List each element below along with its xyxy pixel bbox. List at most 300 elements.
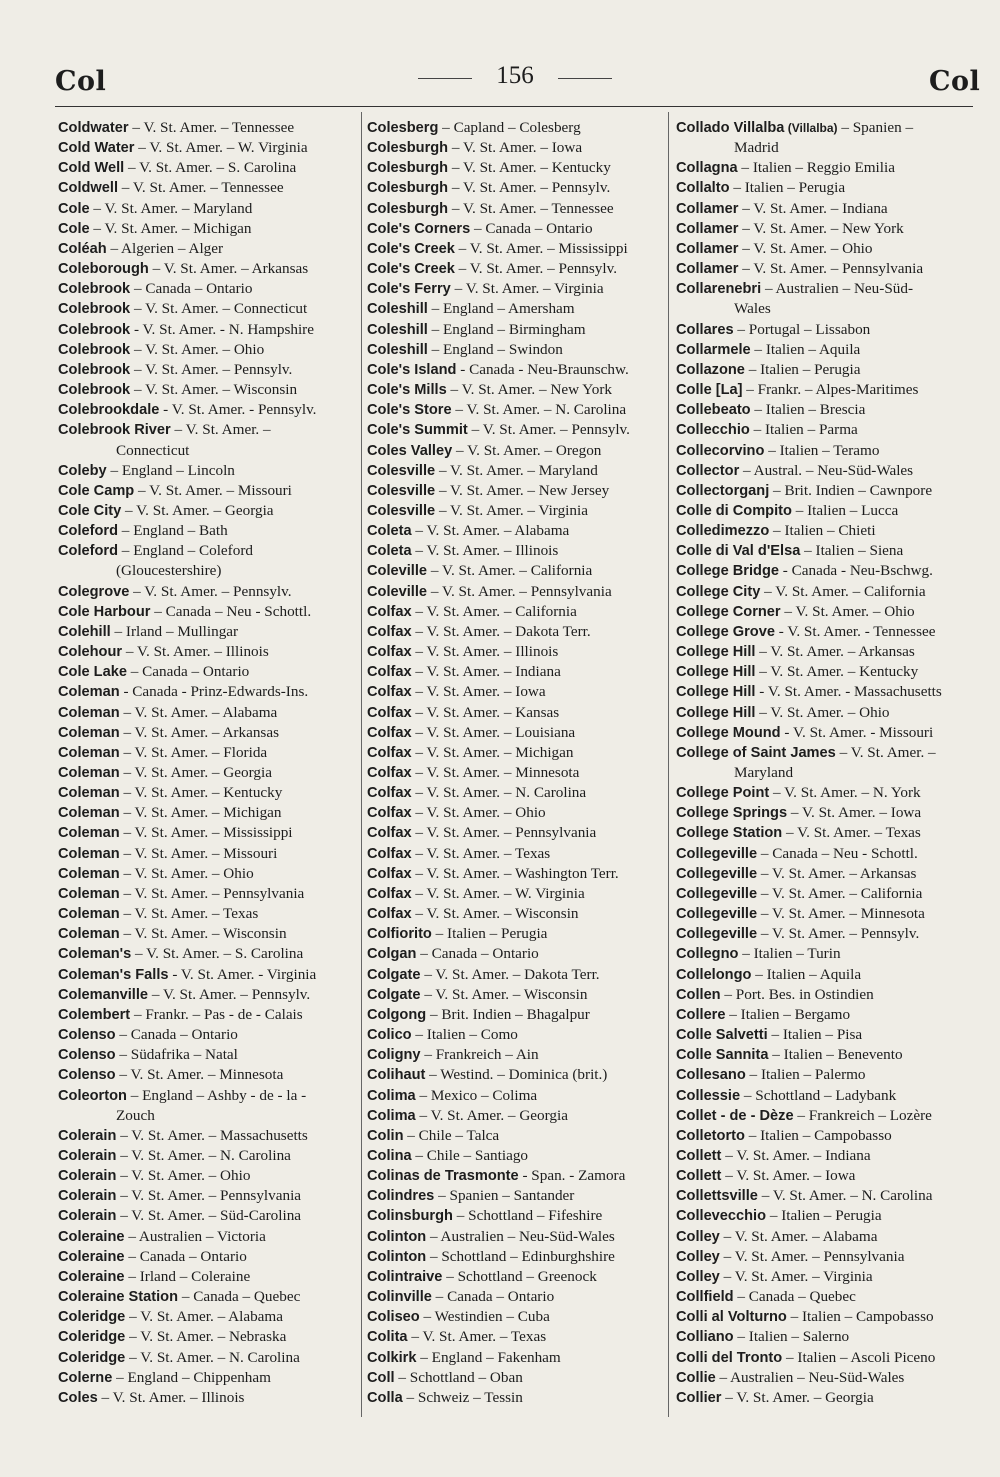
place-name: Coleta: [367, 523, 412, 540]
gazetteer-entry: [58, 521, 356, 541]
place-name: Colerain: [58, 1168, 117, 1185]
place-name: Colinas de Trasmonte: [367, 1168, 519, 1185]
place-name: Coleshill: [367, 341, 428, 358]
gazetteer-entry: [367, 541, 665, 561]
location-detail: – Algerien – Alger: [106, 239, 224, 257]
gazetteer-entry: [58, 1126, 356, 1146]
gazetteer-entry: [58, 219, 356, 239]
place-name: Coligny: [367, 1047, 421, 1064]
place-name: Colle di Val d'Elsa: [676, 543, 801, 560]
place-name: Coleman: [58, 885, 120, 902]
place-name: Colfax: [367, 704, 412, 721]
place-name: Colehill: [58, 623, 111, 640]
gazetteer-entry: [676, 1166, 976, 1186]
location-continuation: Wales: [734, 300, 771, 318]
gazetteer-entry: [676, 1227, 976, 1247]
place-name: College Hill: [676, 704, 756, 721]
gazetteer-entry: [58, 1206, 356, 1226]
location-detail: – Schottland – Edinburghshire: [426, 1247, 615, 1265]
location-detail: – V. St. Amer. – Connecticut: [130, 300, 308, 318]
place-name: Colesville: [367, 482, 436, 499]
location-detail: – V. St. Amer. – Ohio: [119, 864, 254, 882]
gazetteer-entry: [367, 1186, 665, 1206]
location-detail: – Italien – Palermo: [745, 1066, 866, 1084]
gazetteer-entry: [58, 1045, 356, 1065]
place-name: Colebrook: [58, 321, 131, 338]
gazetteer-entry: [367, 1146, 665, 1166]
place-name: Colesville: [367, 462, 436, 479]
location-detail: – V. St. Amer. – Iowa: [721, 1167, 856, 1185]
place-name: Colfax: [367, 765, 412, 781]
location-detail: – Italien – Turin: [738, 945, 841, 963]
location-detail: – Austral. – Neu-Süd-Wales: [739, 461, 914, 479]
gazetteer-entry: [58, 400, 356, 420]
gazetteer-entry: [676, 1126, 976, 1146]
gazetteer-entry: [58, 985, 356, 1005]
gazetteer-entry: [367, 239, 665, 259]
place-name: College Hill: [676, 664, 756, 681]
gazetteer-entry: [676, 199, 976, 219]
gazetteer-entry: [676, 1206, 976, 1226]
location-detail: – V. St. Amer. – California: [427, 562, 593, 580]
location-detail: – V. St. Amer. – Pennsylv.: [130, 360, 293, 378]
gazetteer-entry: [58, 844, 356, 864]
place-name: Collegeville: [676, 845, 758, 862]
place-name: Colli del Tronto: [676, 1349, 783, 1366]
gazetteer-entry: [367, 360, 665, 380]
location-detail: – V. St. Amer. – Indiana: [411, 663, 561, 681]
place-name: Colebrook: [58, 341, 131, 358]
location-detail: – V. St. Amer. –: [170, 421, 271, 439]
location-detail: – V. St. Amer. – Maryland: [435, 461, 598, 479]
gazetteer-entry: [676, 239, 976, 259]
gazetteer-entry: [676, 481, 976, 501]
location-detail: – V. St. Amer. – Iowa: [448, 139, 583, 157]
place-name: Coleman: [58, 724, 120, 741]
place-name: Colfax: [367, 644, 412, 661]
location-detail: – V. St. Amer. – N. York: [769, 784, 921, 802]
place-name: College Hill: [676, 684, 756, 701]
location-detail: – V. St. Amer. – Texas: [411, 844, 551, 862]
location-detail: – V. St. Amer. – Arkansas: [757, 864, 917, 882]
location-continuation: (Gloucestershire): [116, 562, 222, 580]
location-detail: – England – Amersham: [427, 300, 575, 318]
location-detail: – V. St. Amer. – Pennsylv.: [448, 179, 611, 197]
place-name: Cole: [58, 220, 90, 237]
gazetteer-entry: [58, 118, 356, 138]
location-detail: – V. St. Amer. – Ohio: [755, 703, 890, 721]
place-name: Collettsville: [676, 1188, 758, 1205]
location-detail: – Canada – Ontario: [130, 280, 253, 298]
place-name: Colesville: [367, 502, 436, 519]
gazetteer-entry: [367, 1247, 665, 1267]
gazetteer-entry: [676, 1005, 976, 1025]
place-name: Coleorton: [58, 1087, 127, 1104]
gazetteer-entry: [676, 622, 976, 642]
gazetteer-entry: [676, 441, 976, 461]
place-name: Coleta: [367, 543, 412, 560]
gazetteer-entry: [367, 461, 665, 481]
location-detail: – V. St. Amer. – Michigan: [411, 743, 574, 761]
header-left-guide-word: Col: [55, 66, 107, 97]
gazetteer-entry: [367, 1025, 665, 1045]
location-detail: – Port. Bes. in Ostindien: [720, 985, 874, 1003]
place-name: Colfax: [367, 603, 412, 620]
place-name: Colgan: [367, 946, 417, 963]
gazetteer-entry: [58, 582, 356, 602]
location-detail: – Australien – Neu-Süd-: [761, 280, 914, 298]
location-detail: – Canada – Neu - Schottl.: [150, 602, 312, 620]
place-name: Colle di Compito: [676, 502, 792, 519]
place-name: College City: [676, 583, 761, 600]
place-name: Colfax: [367, 684, 412, 701]
place-name: Collier: [676, 1389, 722, 1406]
location-detail: – V. St. Amer. – Ohio: [116, 1167, 251, 1185]
gazetteer-entry: [58, 1287, 356, 1307]
location-detail: – V. St. Amer. – New York: [446, 381, 612, 399]
gazetteer-entry: [367, 783, 665, 803]
place-name: Coleman: [58, 845, 120, 862]
location-detail: – V. St. Amer. – Ohio: [738, 239, 873, 257]
location-detail: – Mexico – Colima: [415, 1086, 538, 1104]
location-detail: – Spanien – Santander: [434, 1187, 575, 1205]
location-detail: – V. St. Amer. – Minnesota: [115, 1066, 284, 1084]
location-detail: – V. St. Amer. – Virginia: [435, 501, 588, 519]
gazetteer-entry: [367, 1106, 665, 1126]
place-name: Colebrook: [58, 301, 131, 318]
location-detail: – V. St. Amer. – Minnesota: [411, 764, 580, 781]
location-detail: – V. St. Amer. – Georgia: [119, 764, 272, 781]
place-name: Colley: [676, 1228, 720, 1245]
place-name: Colenso: [58, 1027, 116, 1044]
place-name: Colerain: [58, 1208, 117, 1225]
gazetteer-entry: [676, 965, 976, 985]
location-detail: – V. St. Amer. – Pennsylv.: [148, 985, 311, 1003]
place-name: Coleridge: [58, 1309, 126, 1326]
location-detail: – V. St. Amer. – Texas: [782, 824, 921, 842]
place-name: Colinton: [367, 1228, 427, 1245]
place-name: Colebrookdale: [58, 402, 160, 419]
location-detail: – V. St. Amer. – Michigan: [89, 219, 252, 237]
location-detail: - V. St. Amer. - Tennessee: [774, 622, 936, 640]
location-detail: – V. St. Amer. – N. Carolina: [757, 1187, 933, 1205]
location-detail: – Italien – Aquila: [750, 340, 861, 358]
location-detail: – Schottland – Fifeshire: [452, 1207, 603, 1225]
gazetteer-entry: [676, 1287, 976, 1307]
place-name: Coleborough: [58, 261, 149, 278]
place-name: Collegeville: [676, 926, 758, 943]
gazetteer-entry: [367, 904, 665, 924]
place-name: Coles Valley: [367, 442, 453, 459]
location-detail: – V. St. Amer. – Wisconsin: [130, 381, 298, 399]
location-detail: – V. St. Amer. – Kentucky: [448, 159, 611, 177]
location-detail: – Schottland – Greenock: [442, 1267, 597, 1285]
gazetteer-entry: [367, 199, 665, 219]
gazetteer-entry: [676, 1368, 976, 1388]
gazetteer-entry: [58, 501, 356, 521]
place-name: Collecorvino: [676, 442, 765, 459]
location-detail: – V. St. Amer. –: [835, 743, 936, 761]
location-detail: – V. St. Amer. – New Jersey: [435, 481, 610, 499]
location-detail: – V. St. Amer. – Georgia: [721, 1388, 874, 1406]
location-detail: - Canada - Neu-Bschwg.: [778, 562, 933, 580]
gazetteer-entry: [367, 763, 665, 783]
location-detail: – V. St. Amer. – Alabama: [125, 1308, 283, 1326]
place-name: Coleman: [58, 805, 120, 822]
place-name: Colle [La]: [676, 382, 743, 399]
location-detail: – V. St. Amer. – Massachusetts: [116, 1126, 308, 1144]
location-detail: – V. St. Amer. – Kentucky: [755, 663, 919, 681]
location-detail: – V. St. Amer. – Mississippi: [119, 824, 293, 842]
place-name: Collado Villalba: [676, 120, 785, 136]
location-detail: – V. St. Amer. – California: [757, 884, 923, 902]
gazetteer-entry: [58, 380, 356, 400]
page-number: 156: [496, 62, 534, 89]
location-detail: – V. St. Amer. – Indiana: [738, 199, 888, 217]
place-name: Colesburgh: [367, 200, 449, 217]
gazetteer-entry: [676, 723, 976, 743]
place-name: Cole City: [58, 502, 122, 519]
location-detail: – V. St. Amer. – Nebraska: [125, 1328, 287, 1346]
place-name: Colegrove: [58, 583, 130, 600]
location-detail: – England – Swindon: [427, 340, 563, 358]
location-detail: – Canada – Ontario: [126, 663, 250, 681]
column-2: [367, 118, 665, 1408]
location-detail: – Italien – Lucca: [791, 501, 899, 519]
gazetteer-entry: [58, 1368, 356, 1388]
place-name: Coleman: [58, 825, 120, 842]
gazetteer-entry: [367, 1005, 665, 1025]
gazetteer-entry: [676, 1106, 976, 1126]
place-name: Coléah: [58, 240, 107, 257]
location-detail: – V. St. Amer. – Dakota Terr.: [411, 622, 591, 640]
location-detail: – V. St. Amer. – Pennsylvania: [719, 1247, 905, 1265]
location-detail: – Canada – Quebec: [733, 1288, 856, 1306]
gazetteer-entry: [58, 259, 356, 279]
place-name: Cold Water: [58, 140, 135, 157]
place-name: Collamer: [676, 261, 739, 278]
location-detail: – Italien – Perugia: [766, 1207, 882, 1225]
header-right-guide-word: Col: [929, 66, 981, 97]
place-name: Coleman: [58, 744, 120, 761]
location-detail: – Westind. – Dominica (brit.): [425, 1066, 608, 1084]
location-detail: - V. St. Amer. - N. Hampshire: [130, 320, 314, 338]
place-name: Coleman: [58, 704, 120, 721]
gazetteer-entry: [58, 864, 356, 884]
place-name: Coleman's: [58, 946, 132, 963]
gazetteer-entry: [676, 924, 976, 944]
location-detail: – V. St. Amer. – Alabama: [719, 1227, 878, 1245]
place-name: Collevecchio: [676, 1208, 767, 1225]
place-name: Collere: [676, 1006, 726, 1023]
gazetteer-entry: [676, 1267, 976, 1287]
location-detail: – Schottland – Ladybank: [740, 1086, 897, 1104]
gazetteer-entry: [676, 884, 976, 904]
location-detail: – V. St. Amer. – California: [760, 582, 926, 600]
gazetteer-entry: [58, 360, 356, 380]
gazetteer-entry: [58, 461, 356, 481]
place-name: Colgate: [367, 986, 421, 1003]
place-name: Colfax: [367, 845, 412, 862]
place-name: Colfax: [367, 664, 412, 681]
location-detail: – V. St. Amer. – Maryland: [89, 199, 253, 217]
place-name: Collen: [676, 986, 721, 1003]
place-name: Colerne: [58, 1369, 113, 1386]
place-name: College Mound: [676, 724, 781, 741]
gazetteer-entry: [367, 380, 665, 400]
place-name: Coleman: [58, 765, 120, 781]
gazetteer-entry: [676, 985, 976, 1005]
location-detail: – V. St. Amer. – N. Carolina: [125, 1348, 300, 1366]
gazetteer-entry: [58, 1307, 356, 1327]
gazetteer-entry: [367, 884, 665, 904]
gazetteer-entry: [676, 682, 976, 702]
location-detail: – V. St. Amer. – Tennessee: [128, 119, 295, 136]
location-continuation: Madrid: [734, 139, 779, 157]
gazetteer-entry: [58, 239, 356, 259]
header-rule-right: [558, 78, 612, 79]
gazetteer-entry: [367, 1206, 665, 1226]
gazetteer-entry: [367, 602, 665, 622]
column-3: [676, 118, 976, 1408]
gazetteer-entry: [58, 299, 356, 319]
gazetteer-entry: [367, 844, 665, 864]
location-detail: – V. St. Amer. – Tennessee: [118, 179, 284, 197]
location-detail: – V. St. Amer. – Ohio: [411, 804, 546, 822]
gazetteer-entry: [58, 763, 356, 783]
location-detail: – V. St. Amer. – Michigan: [119, 804, 282, 822]
gazetteer-entry: [367, 985, 665, 1005]
location-continuation: Zouch: [116, 1106, 155, 1124]
gazetteer-entry: [676, 1388, 976, 1408]
place-name: Colla: [367, 1389, 403, 1406]
gazetteer-entry: [58, 199, 356, 219]
gazetteer-entry: [676, 541, 976, 561]
place-name: College Corner: [676, 603, 781, 620]
location-detail: – V. St. Amer. – Virginia: [719, 1267, 873, 1285]
column-divider-2: [668, 112, 669, 1417]
location-detail: – V. St. Amer. – Florida: [119, 743, 268, 761]
place-name: Coldwell: [58, 180, 118, 197]
place-name: College Point: [676, 785, 770, 802]
location-detail: – Canada – Ontario: [431, 1288, 555, 1306]
header-divider: [55, 106, 973, 107]
place-name: Colinville: [367, 1289, 432, 1306]
place-name: Colkirk: [367, 1349, 417, 1366]
place-name: Cole Lake: [58, 664, 127, 681]
location-detail: – V. St. Amer. – Virginia: [450, 280, 604, 298]
location-detail: – V. St. Amer. – Indiana: [721, 1146, 871, 1164]
gazetteer-entry: [367, 864, 665, 884]
gazetteer-entry: [676, 259, 976, 279]
place-name: Cole Harbour: [58, 603, 151, 620]
location-detail: – V. St. Amer. – Illinois: [411, 643, 559, 661]
gazetteer-entry: [58, 1227, 356, 1247]
place-name: Colesburgh: [367, 180, 449, 197]
location-detail: – Italien – Perugia: [744, 360, 861, 378]
place-name: Coleford: [58, 523, 118, 540]
location-detail: – V. St. Amer. – Texas: [407, 1328, 547, 1346]
location-continuation: Maryland: [734, 764, 794, 781]
gazetteer-entry: [367, 582, 665, 602]
place-name: Collett: [676, 1168, 722, 1185]
gazetteer-entry: [367, 158, 665, 178]
gazetteer-entry: [58, 279, 356, 299]
place-name: Coliseo: [367, 1309, 420, 1326]
location-detail: – V. St. Amer. – N. Carolina: [451, 401, 627, 419]
gazetteer-entry: [676, 864, 976, 884]
location-detail: – V. St. Amer. – Wisconsin: [119, 925, 287, 943]
location-detail: – Spanien –: [837, 119, 914, 136]
gazetteer-entry: [367, 1045, 665, 1065]
location-detail: – Chile – Santiago: [411, 1146, 529, 1164]
location-detail: – Canada – Neu - Schottl.: [757, 844, 918, 862]
place-name: Colemanville: [58, 986, 149, 1003]
location-detail: – V. St. Amer. – Wisconsin: [411, 905, 579, 923]
place-name: Colehour: [58, 644, 123, 661]
location-detail: – Italien – Teramo: [764, 441, 880, 459]
gazetteer-entry: [58, 723, 356, 743]
location-detail: – V. St. Amer. – Georgia: [415, 1106, 568, 1124]
location-detail: – Portugal – Lissabon: [733, 320, 871, 338]
gazetteer-entry: [676, 118, 976, 158]
gazetteer-entry: [58, 1065, 356, 1085]
gazetteer-entry: [58, 743, 356, 763]
gazetteer-entry: [676, 360, 976, 380]
location-detail: – Italien – Campobasso: [744, 1126, 892, 1144]
location-detail: - V. St. Amer. - Massachusetts: [755, 683, 942, 701]
location-detail: – V. St. Amer. – Pennsylvania: [738, 260, 924, 278]
gazetteer-entry: [58, 662, 356, 682]
location-detail: – Italien – Ascoli Piceno: [782, 1348, 936, 1366]
gazetteer-entry: [676, 1146, 976, 1166]
place-name: Colfax: [367, 825, 412, 842]
gazetteer-entry: [367, 1307, 665, 1327]
place-name: College Springs: [676, 805, 788, 822]
gazetteer-entry: [367, 1086, 665, 1106]
place-name: Coleman: [58, 865, 120, 882]
location-detail: – Italien – Siena: [800, 542, 904, 560]
place-name: Colledimezzo: [676, 523, 770, 540]
gazetteer-entry: [367, 682, 665, 702]
place-name: Coleville: [367, 583, 428, 600]
place-name: Colita: [367, 1329, 408, 1346]
place-name: Coleshill: [367, 301, 428, 318]
location-detail: – Frankr. – Alpes-Maritimes: [742, 381, 919, 399]
gazetteer-entry: [676, 178, 976, 198]
place-name: Colfax: [367, 906, 412, 923]
location-detail: – Italien – Como: [411, 1026, 518, 1044]
gazetteer-entry: [676, 1247, 976, 1267]
place-name: Collet - de - Dèze: [676, 1107, 794, 1124]
location-detail: – V. St. Amer. – Georgia: [121, 501, 274, 519]
place-name: Coldwater: [58, 120, 129, 136]
place-name: Coles: [58, 1389, 98, 1406]
gazetteer-entry: [367, 723, 665, 743]
gazetteer-entry: [676, 1025, 976, 1045]
gazetteer-entry: [367, 441, 665, 461]
gazetteer-entry: [676, 944, 976, 964]
place-name: Cole's Island: [367, 361, 457, 378]
gazetteer-entry: [58, 481, 356, 501]
place-name: Colinton: [367, 1248, 427, 1265]
location-detail: - Span. - Zamora: [518, 1167, 626, 1185]
gazetteer-entry: [58, 965, 356, 985]
location-detail: – V. St. Amer. – Kentucky: [119, 784, 283, 802]
gazetteer-entry: [58, 1146, 356, 1166]
location-detail: – Canada – Quebec: [178, 1288, 301, 1306]
location-detail: – Italien – Salerno: [733, 1328, 850, 1346]
